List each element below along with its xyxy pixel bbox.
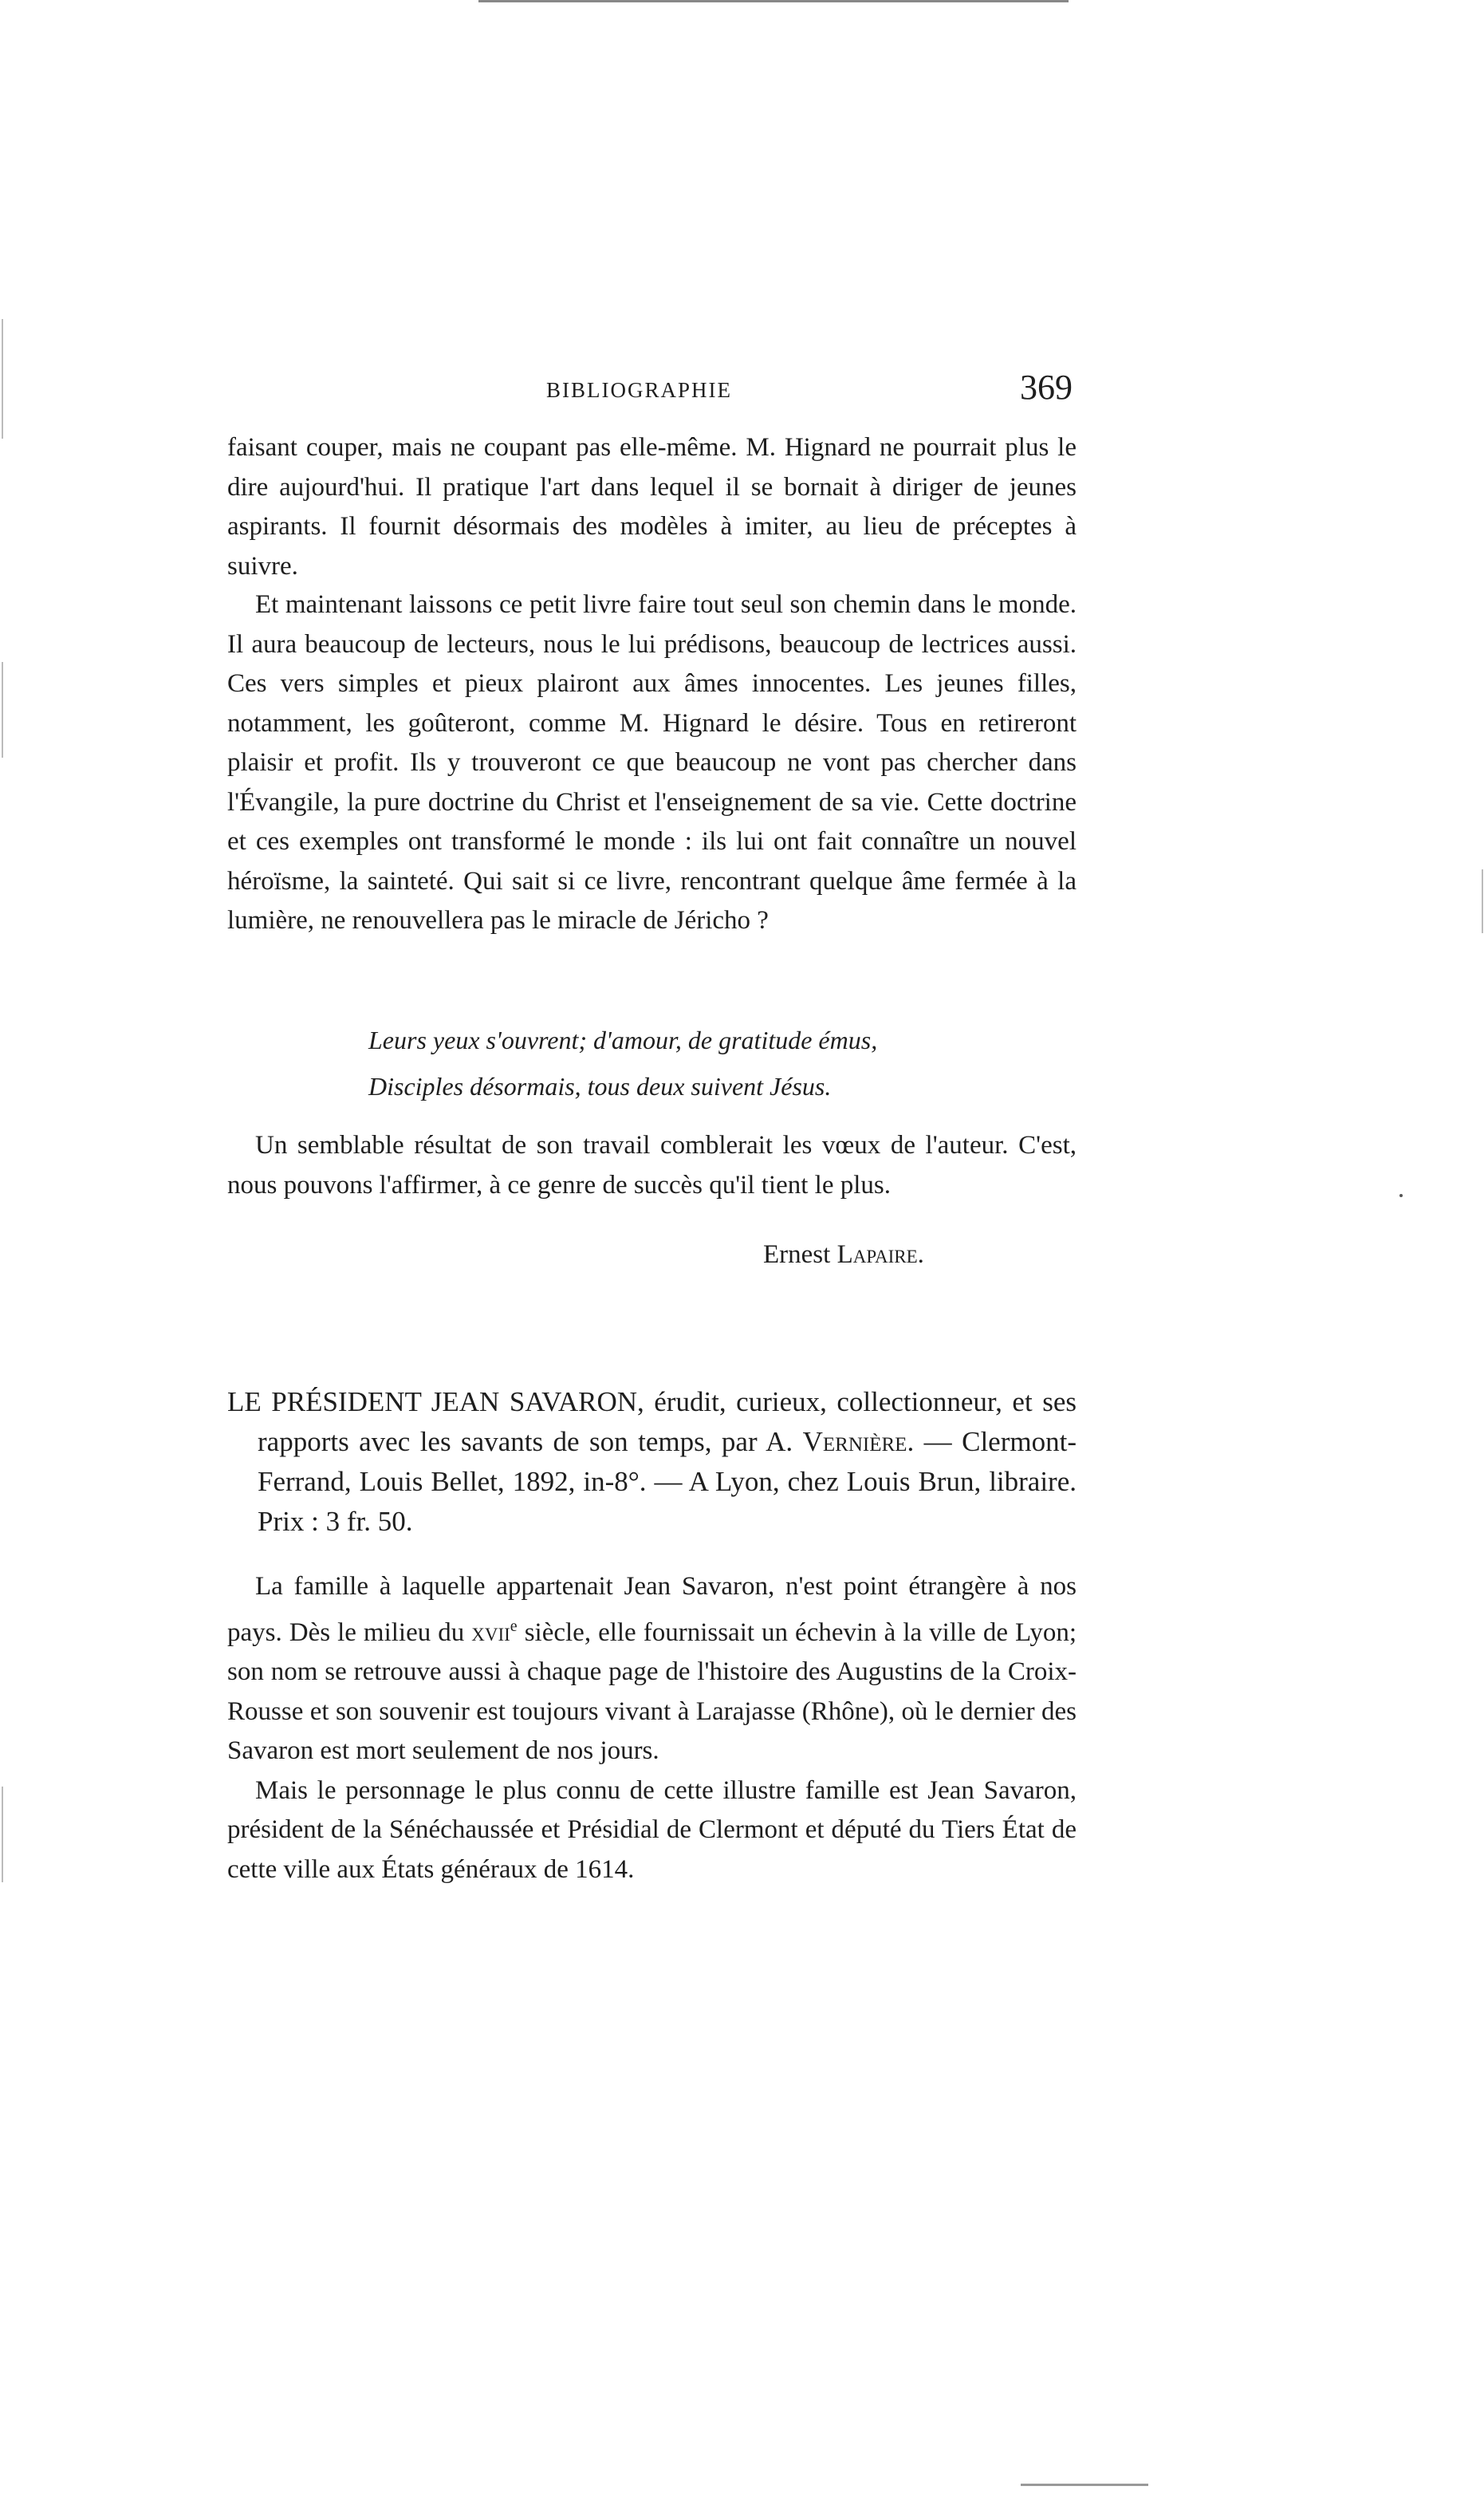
entry-paragraph-end: siècle, elle fournissait un échevin à la ville de Lyon; son nom se retrouve aussi à chaque page de l'histoire des Augustins de la Croix-Rousse et son souvenir est toujours vivant à Larajasse (Rhône), où le dernier des Savaron est mort seulement de nos jours.	[227, 1617, 1077, 1765]
entry-paragraph: Mais le personnage le plus connu de cette illustre famille est Jean Savaron, président de la Sénéchaussée et Présidial de Clermont et député du Tiers État de cette ville aux États généraux de 1614.	[227, 1775, 1077, 1884]
entry-heading	[227, 1382, 1077, 1542]
reviewer-signature	[763, 1240, 1082, 1270]
bottom-edge-rule	[1021, 2484, 1148, 2486]
entry-title: LE PRÉSIDENT JEAN SAVARON, érudit, curieux, collectionneur, et ses rapports avec les savants de son temps, par A.	[227, 1386, 1077, 1457]
ink-speck	[1399, 1194, 1403, 1197]
review-closing	[227, 1126, 1077, 1205]
entry-paragraph-start: La famille à laquelle appartenait Jean Savaron, n'est point étrangère à nos pays. Dès le milieu du	[227, 1572, 1077, 1647]
review-paragraph: Et maintenant laissons ce petit livre faire tout seul son chemin dans le monde. Il aura beaucoup de lecteurs, nous le lui prédisons, beaucoup de lectrices aussi. Ces vers simples et pieux plairont aux âmes innocentes. Les jeunes filles, notamment, les goûteront, comme M. Hignard le désire. Tous en retireront plaisir et profit. Ils y trouveront ce que beaucoup ne vont pas chercher dans l'Évangile, la pure doctrine du Christ et l'enseignement de sa vie. Cette doctrine et ces exemples ont transformé le monde : ils lui ont fait connaître un nouvel héroïsme, la sainteté. Qui sait si ce livre, rencontrant quelque âme fermée à la lumière, ne renouvellera pas le miracle de Jéricho ?	[227, 590, 1077, 935]
left-margin-mark	[2, 319, 3, 439]
verse-line: Leurs yeux s'ouvrent; d'amour, de gratitude émus,	[368, 1026, 878, 1054]
review-continuation	[227, 428, 1077, 941]
top-edge-rule	[478, 0, 1069, 2]
running-head: BIBLIOGRAPHIE	[546, 378, 732, 402]
entry-author: Vernière	[802, 1426, 907, 1457]
entry-publication: . — Clermont-Ferrand, Louis Bellet, 1892, in-8°. — A Lyon, chez Louis Brun, libraire. Prix : 3 fr. 50.	[258, 1426, 1077, 1537]
entry-review	[227, 1567, 1077, 1889]
closing-paragraph: Un semblable résultat de son travail comblerait les vœux de l'auteur. C'est, nous pouvons l'affirmer, à ce genre de succès qu'il tient le plus.	[227, 1131, 1077, 1200]
bibliographic-entry-heading	[227, 1382, 1077, 1542]
century-superscript: e	[510, 1617, 518, 1635]
right-margin-mark	[1482, 869, 1483, 933]
verse-quotation	[368, 1017, 1086, 1109]
left-margin-mark	[2, 662, 3, 758]
review-paragraph: faisant couper, mais ne coupant pas elle-même. M. Hignard ne pourrait plus le dire aujourd'hui. Il pratique l'art dans lequel il se bornait à diriger de jeunes aspirants. Il fournit désormais des modèles à imiter, au lieu de préceptes à suivre.	[227, 433, 1077, 581]
page-header	[227, 367, 1073, 415]
signature-first-name: Ernest	[763, 1240, 831, 1269]
signature-last-name: Lapaire.	[836, 1240, 924, 1269]
century-numeral: xvii	[471, 1617, 510, 1647]
verse-line: Disciples désormais, tous deux suivent Jésus.	[368, 1072, 832, 1101]
page-number: 369	[1020, 368, 1073, 407]
left-margin-mark	[2, 1787, 3, 1882]
entry-paragraph	[227, 1567, 1077, 1771]
